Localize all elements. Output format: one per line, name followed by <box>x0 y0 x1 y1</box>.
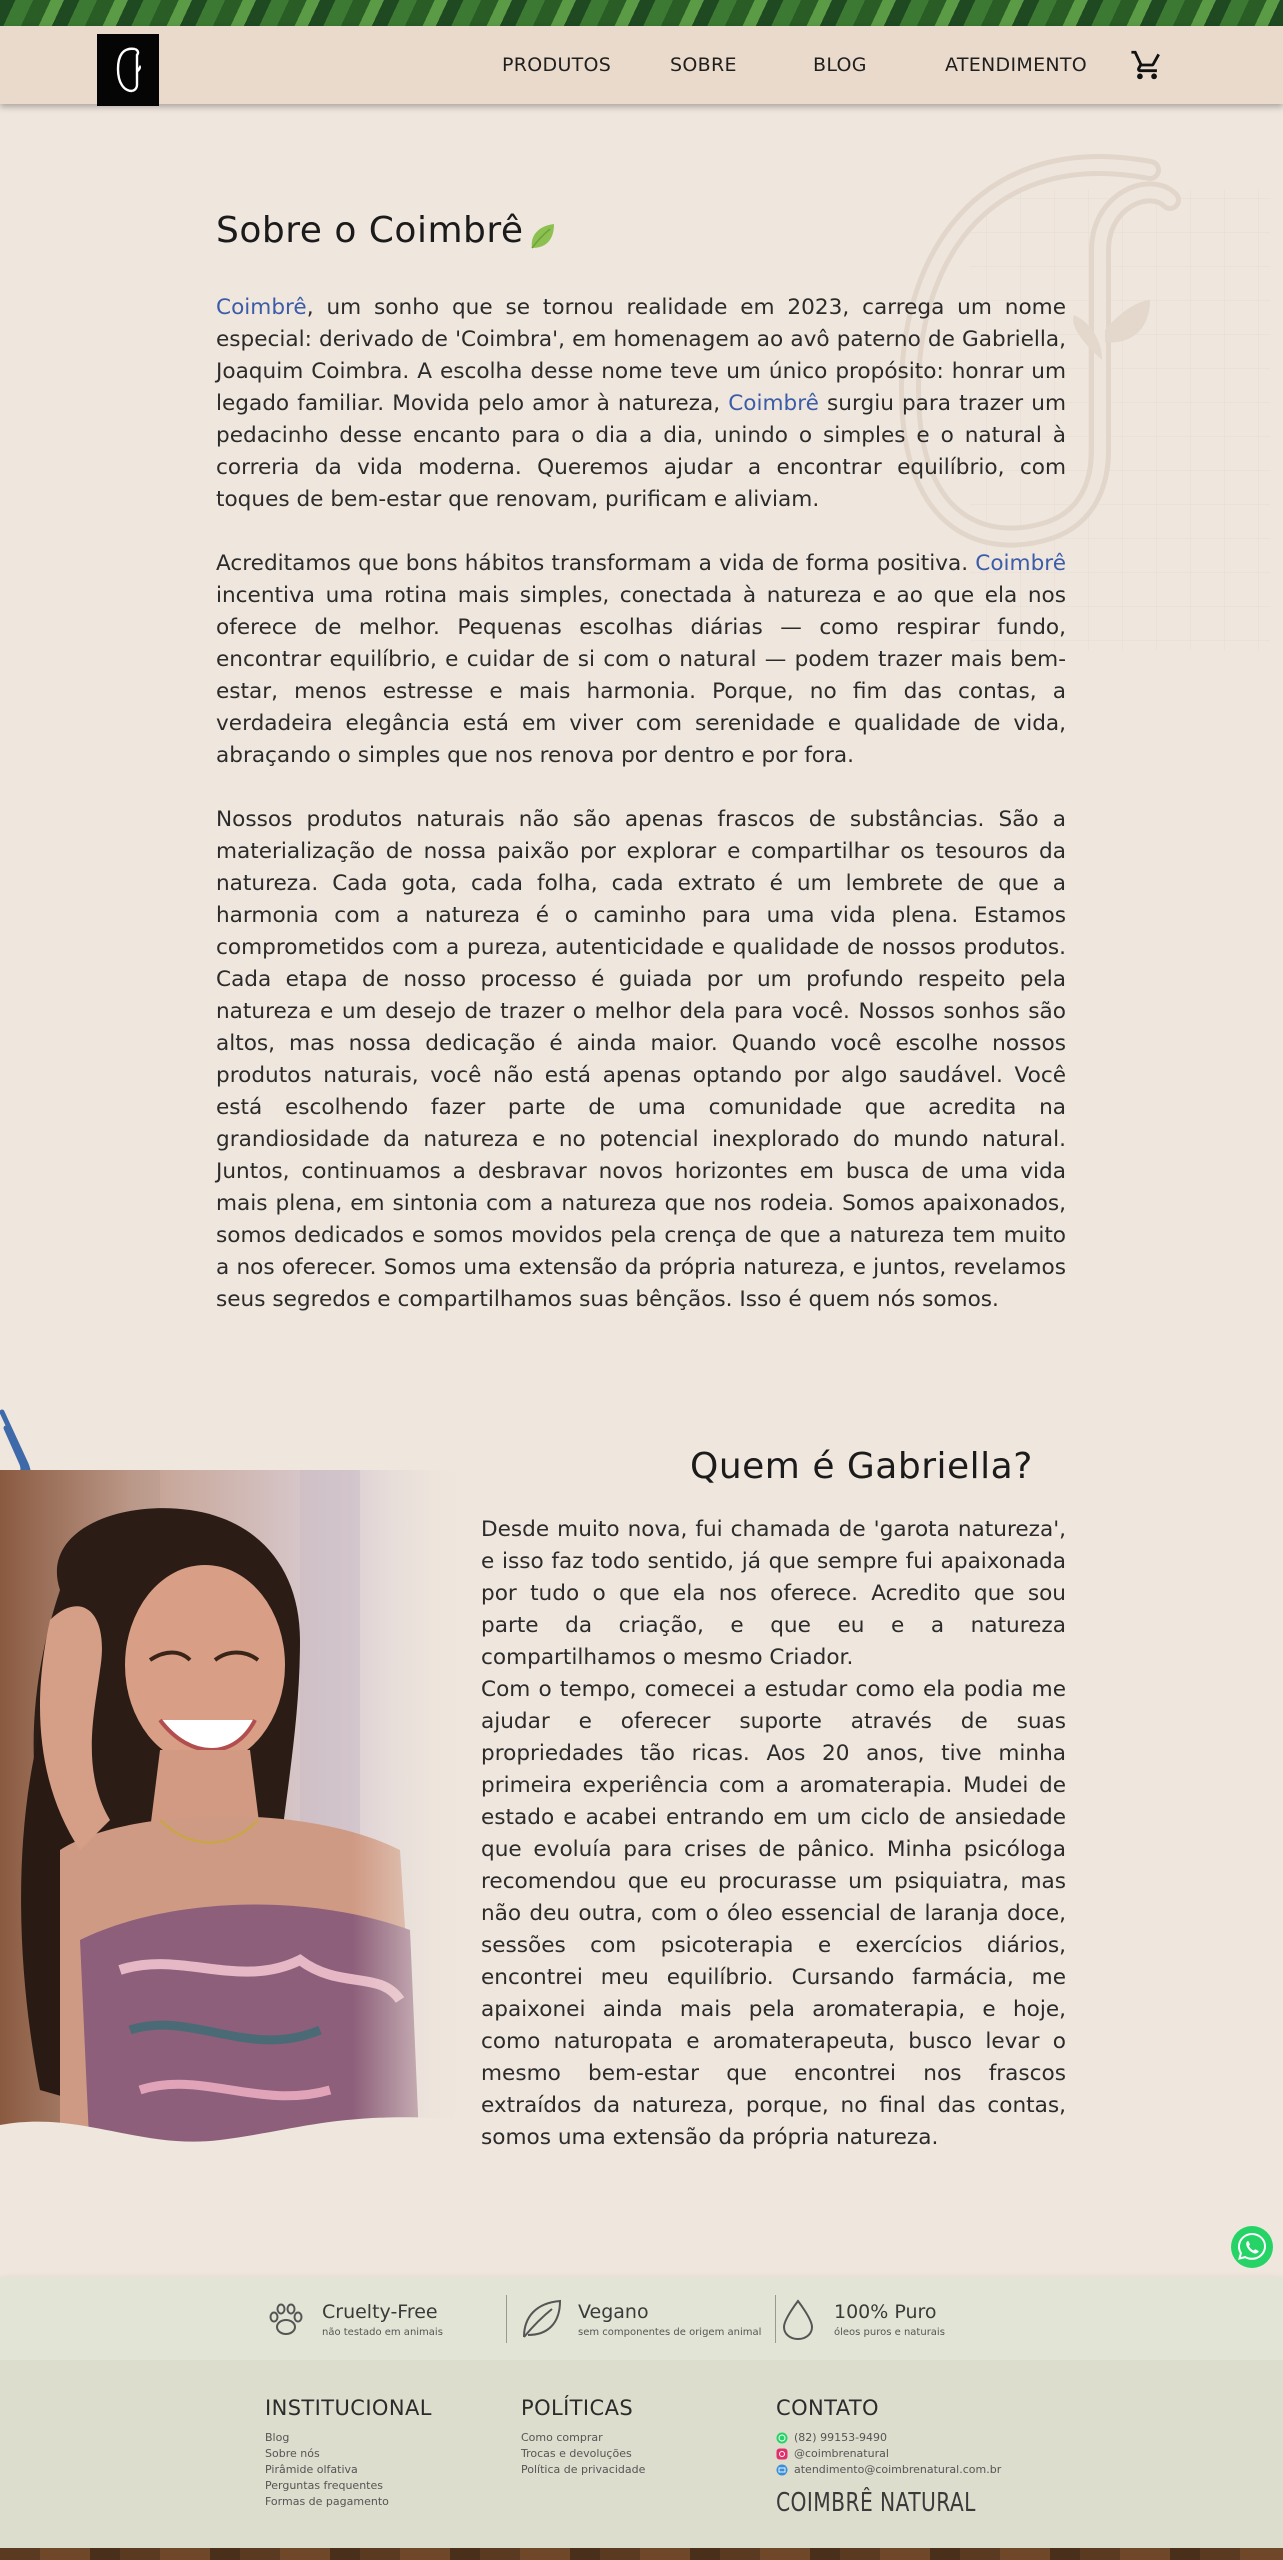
footer-link-piramide[interactable]: Pirâmide olfativa <box>265 2463 358 2476</box>
contact-phone[interactable] <box>776 2430 1001 2446</box>
whatsapp-small-icon <box>776 2432 788 2444</box>
footer-heading: CONTATO <box>776 2396 879 2420</box>
nav-atendimento[interactable]: ATENDIMENTO <box>945 54 1088 76</box>
leaf-banner <box>0 0 1283 26</box>
footer-politicas <box>521 2396 645 2478</box>
paragraph-text: Acreditamos que bons hábitos transformam a vida de forma positiva. <box>216 551 976 576</box>
logo[interactable] <box>97 34 159 106</box>
cart-icon[interactable] <box>1130 48 1164 82</box>
footer-brand: COIMBRÊ NATURAL <box>776 2488 976 2518</box>
nav-produtos[interactable]: PRODUTOS <box>502 54 612 76</box>
badge-subtitle: sem componentes de origem animal <box>578 2327 762 2338</box>
badge-divider <box>506 2295 507 2343</box>
footer-institucional <box>265 2396 432 2510</box>
paragraph-text: incentiva uma rotina mais simples, conectada à natureza e ao que ela nos oferece de melhor. Pequenas escolhas diárias — como respirar fundo, encontrar equilíbrio, e cuidar de si com o natural — podem trazer mais bem-estar, menos estresse e mais harmonia. Porque, no fim das contas, a verdadeira elegância está em viver com serenidade e qualidade de vida, abraçando o simples que nos renova por dentro e por fora. <box>216 583 1066 768</box>
footer-link-pagamento[interactable]: Formas de pagamento <box>265 2495 389 2508</box>
footer-link-privacidade[interactable]: Política de privacidade <box>521 2463 646 2476</box>
gabriella-photo <box>0 1470 470 2160</box>
logo-c-icon <box>108 41 148 99</box>
email-icon <box>776 2464 788 2476</box>
instagram-icon <box>776 2448 788 2460</box>
footer-heading: POLÍTICAS <box>521 2396 634 2420</box>
footer-link-como-comprar[interactable]: Como comprar <box>521 2431 603 2444</box>
footer-link-faq[interactable]: Perguntas frequentes <box>265 2479 383 2492</box>
contact-instagram[interactable] <box>776 2446 1001 2462</box>
brand-name: Coimbrê <box>975 551 1066 576</box>
about-paragraph-1 <box>216 292 1066 516</box>
footer-link-sobre[interactable]: Sobre nós <box>265 2447 320 2460</box>
about-paragraph-2 <box>216 548 1066 772</box>
nav-blog[interactable]: BLOG <box>813 54 867 76</box>
paragraph-text: surgiu para trazer um pedacinho desse encanto para o dia a dia, unindo o simples e o natural à correria da vida moderna. Queremos ajudar a encontrar equilíbrio, com toques de bem-estar que renovam, purificam e aliviam. <box>216 391 1067 512</box>
contact-phone-text: (82) 99153-9490 <box>794 2431 888 2444</box>
gabriella-paragraph-1: Desde muito nova, fui chamada de 'garota natureza', e isso faz todo sentido, já que sempre fui apaixonada por tudo o que ela nos oferece. Acredito que sou parte da criação, e que eu e a natureza compartilhamos o mesmo Criador. <box>481 1517 1066 1670</box>
about-paragraph-3: Nossos produtos naturais não são apenas frascos de substâncias. São a materialização de nossa paixão por explorar e compartilhar os tesouros da natureza. Cada gota, cada folha, cada extrato é um lembrete de que a harmonia com a natureza é o caminho para uma vida plena. Estamos comprometidos com a pureza, autenticidade e qualidade de nossos produtos. Cada etapa de nosso processo é guiada por um profundo respeito pela natureza e um desejo de trazer o melhor dela para você. Nossos sonhos são altos, mas nossa dedicação é ainda maior. Quando você escolhe nossos produtos naturais, você não está apenas optando por algo saudável. Você está escolhendo fazer parte de uma comunidade que acredita na grandiosidade da natureza e no potencial inexplorado do mundo natural. Juntos, continuamos a desbravar novos horizontes em busca de uma vida mais plena, em sintonia com a natureza que nos rodeia. Somos apaixonados, somos dedicados e somos movidos pela crença de que a natureza tem muito a nos oferecer. Somos uma extensão da própria natureza, e juntos, revelamos seus segredos e compartilhamos suas bênçãos. Isso é quem nós somos. <box>216 807 1066 1312</box>
footer-link-trocas[interactable]: Trocas e devoluções <box>521 2447 632 2460</box>
badge-title: Vegano <box>578 2301 649 2323</box>
gabriella-paragraph-2: Com o tempo, comecei a estudar como ela podia me ajudar e oferecer suporte através de suas propriedades tão ricas. Aos 20 anos, tive minha primeira experiência com a aromaterapia. Mudei de estado e acabei entrando em um ciclo de ansiedade que evoluía para crises de pânico. Minha psicóloga recomendou que eu procurasse um psiquiatra, mas não deu outra, com o óleo essencial de laranja doce, sessões com psicoterapia e exercícios diários, encontrei meu equilíbrio. Cursando farmácia, me apaixonei ainda mais pela aromaterapia, e hoje, como naturopata e aromaterapeuta, busco levar o mesmo bem-estar que encontrei nos frascos extraídos da natureza, porque, no final das contas, somos uma extensão da própria natureza. <box>481 1677 1066 2150</box>
paragraph-text: , um sonho que se tornou realidade em 2023, carrega um nome especial: derivado de 'Coimbra', em homenagem ao avô paterno de Gabriella, Joaquim Coimbra. A escolha desse nome teve um único propósito: honrar um legado familiar. Movida pelo amor à natureza, <box>216 295 1066 416</box>
drop-icon <box>776 2297 820 2341</box>
badges-bar <box>0 2277 1283 2360</box>
footer-contato <box>776 2396 1001 2478</box>
whatsapp-icon[interactable] <box>1230 2225 1274 2269</box>
green-leaf-icon <box>526 220 558 252</box>
leaf-icon <box>520 2297 564 2341</box>
about-title: Sobre o Coimbrê <box>216 210 524 251</box>
contact-email[interactable] <box>776 2462 1001 2478</box>
contact-instagram-text: @coimbrenatural <box>794 2447 889 2460</box>
badge-subtitle: óleos puros e naturais <box>834 2327 945 2338</box>
badge-title: Cruelty-Free <box>322 2301 438 2323</box>
wood-banner <box>0 2548 1283 2560</box>
footer-heading: INSTITUCIONAL <box>265 2396 432 2420</box>
footer-link-blog[interactable]: Blog <box>265 2431 290 2444</box>
site-footer <box>0 2360 1283 2548</box>
brand-name: Coimbrê <box>216 295 307 320</box>
badge-subtitle: não testado em animais <box>322 2327 443 2338</box>
gabriella-title: Quem é Gabriella? <box>690 1446 1033 1487</box>
badge-title: 100% Puro <box>834 2301 937 2323</box>
brand-name: Coimbrê <box>728 391 819 416</box>
paw-icon <box>264 2297 308 2341</box>
site-header <box>0 26 1283 104</box>
nav-sobre[interactable]: SOBRE <box>670 54 737 76</box>
contact-email-text: atendimento@coimbrenatural.com.br <box>794 2463 1002 2476</box>
